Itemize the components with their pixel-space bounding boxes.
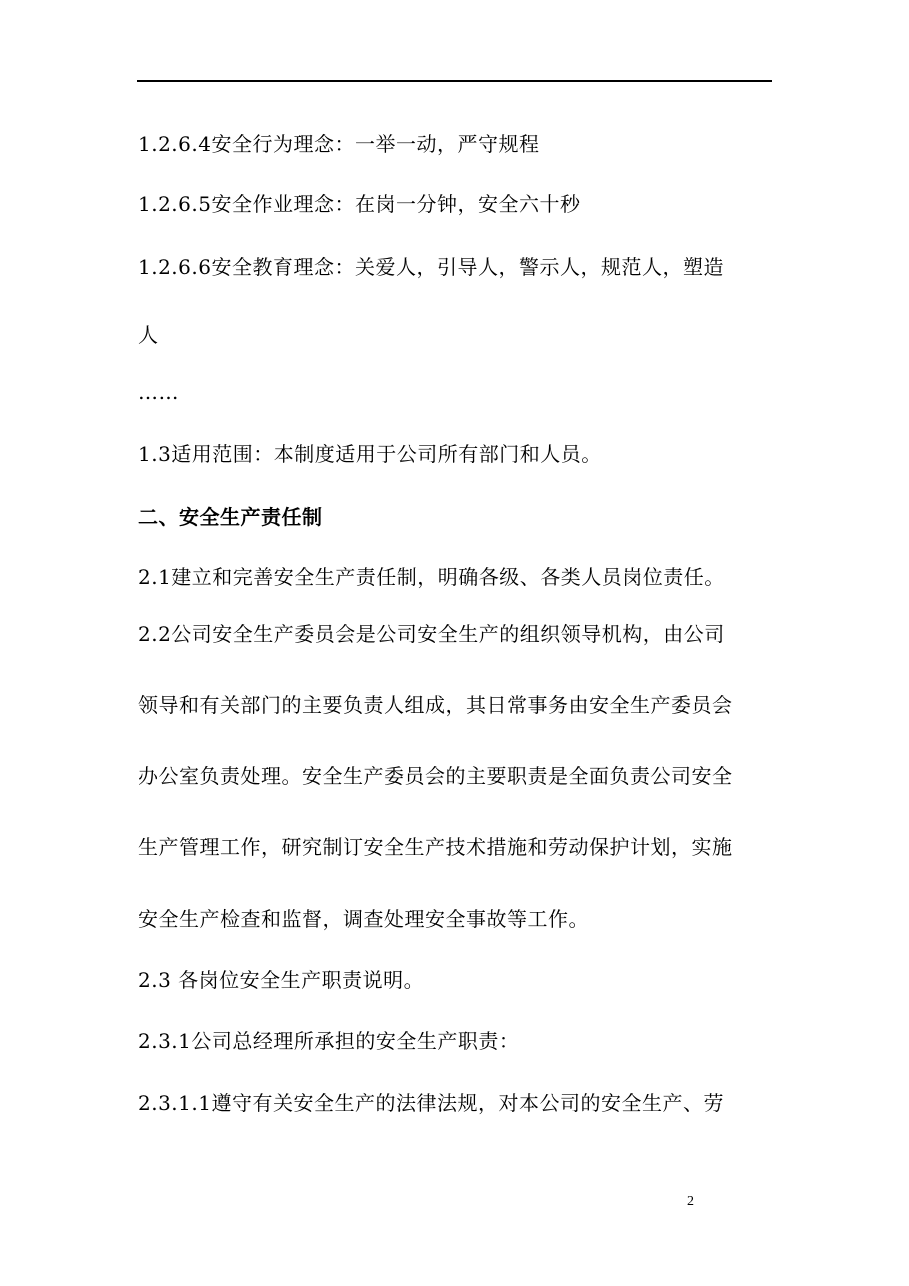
text-line: 人 <box>138 323 159 347</box>
text-line: 1.3适用范围：本制度适用于公司所有部门和人员。 <box>138 442 602 466</box>
header-rule <box>137 80 772 82</box>
page-number: 2 <box>687 1194 694 1209</box>
text-line: 2.1建立和完善安全生产责任制，明确各级、各类人员岗位责任。 <box>138 565 725 589</box>
text-line: 2.3.1.1遵守有关安全生产的法律法规，对本公司的安全生产、劳 <box>138 1091 724 1115</box>
text-line: 1.2.6.5安全作业理念：在岗一分钟，安全六十秒 <box>138 192 581 216</box>
text-line: 领导和有关部门的主要负责人组成，其日常事务由安全生产委员会 <box>138 693 733 717</box>
text-line: 1.2.6.4安全行为理念：一举一动，严守规程 <box>138 132 540 156</box>
section-heading: 二、安全生产责任制 <box>138 505 323 529</box>
ellipsis-line: …… <box>138 380 179 404</box>
text-line: 生产管理工作，研究制订安全生产技术措施和劳动保护计划，实施 <box>138 835 733 859</box>
text-line: 2.3 各岗位安全生产职责说明。 <box>138 968 425 992</box>
text-line: 安全生产检查和监督，调查处理安全事故等工作。 <box>138 907 589 931</box>
text-line: 2.2公司安全生产委员会是公司安全生产的组织领导机构，由公司 <box>138 622 725 646</box>
text-line: 办公室负责处理。安全生产委员会的主要职责是全面负责公司安全 <box>138 764 733 788</box>
text-line: 1.2.6.6安全教育理念：关爱人，引导人，警示人，规范人，塑造 <box>138 255 724 279</box>
text-line: 2.3.1公司总经理所承担的安全生产职责： <box>138 1029 520 1053</box>
